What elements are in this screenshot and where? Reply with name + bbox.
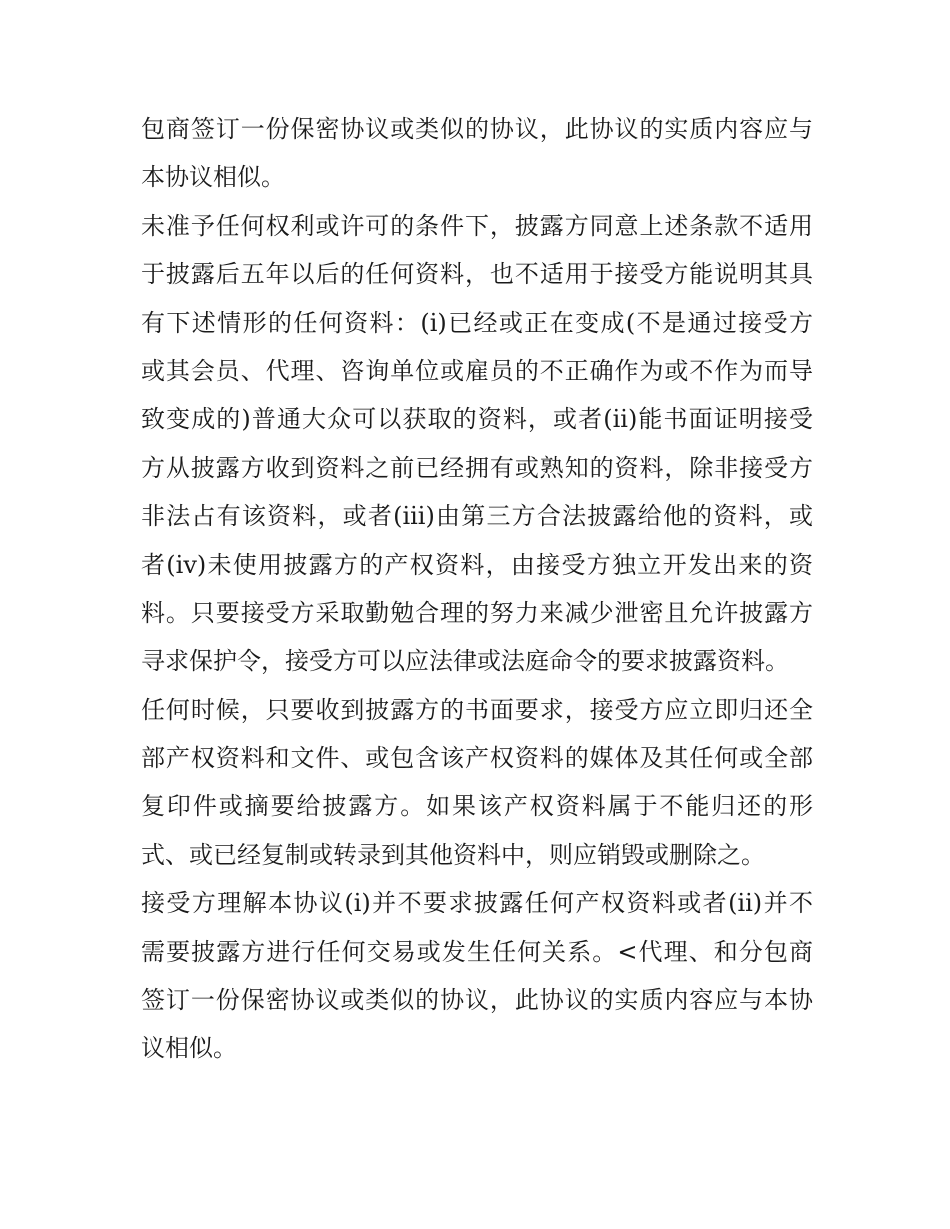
text-line: 议相似。 xyxy=(141,1034,237,1063)
text-line: 接受方理解本协议(i)并不要求披露任何产权资料或者(ii)并不 xyxy=(141,889,813,918)
text-line: 签订一份保密协议或类似的协议，此协议的实质内容应与本协 xyxy=(141,986,813,1015)
text-line: 或其会员、代理、咨询单位或雇员的不正确作为或不作为而导 xyxy=(141,356,813,385)
text-line: 复印件或摘要给披露方。如果该产权资料属于不能归还的形 xyxy=(141,792,813,821)
text-line: 料。只要接受方采取勤勉合理的努力来减少泄密且允许披露方 xyxy=(141,598,813,627)
text-line: 本协议相似。 xyxy=(141,163,285,192)
text-line: 于披露后五年以后的任何资料，也不适用于接受方能说明其具 xyxy=(141,260,813,289)
text-line: 寻求保护令，接受方可以应法律或法庭命令的要求披露资料。 xyxy=(141,647,789,676)
text-line: 未准予任何权利或许可的条件下，披露方同意上述条款不适用 xyxy=(141,211,813,240)
text-line: 包商签订一份保密协议或类似的协议，此协议的实质内容应与 xyxy=(141,115,813,143)
text-line: 方从披露方收到资料之前已经拥有或熟知的资料，除非接受方 xyxy=(141,453,813,482)
text-line: 需要披露方进行任何交易或发生任何关系。<代理、和分包商 xyxy=(141,937,813,966)
text-line: 致变成的)普通大众可以获取的资料，或者(ii)能书面证明接受 xyxy=(141,405,813,434)
text-line: 非法占有该资料，或者(iii)由第三方合法披露给他的资料，或 xyxy=(141,502,813,531)
text-line: 任何时候，只要收到披露方的书面要求，接受方应立即归还全 xyxy=(141,695,813,724)
text-line: 式、或已经复制或转录到其他资料中，则应销毁或删除之。 xyxy=(141,840,765,869)
text-line: 者(iv)未使用披露方的产权资料，由接受方独立开发出来的资 xyxy=(141,550,813,579)
text-line: 部产权资料和文件、或包含该产权资料的媒体及其任何或全部 xyxy=(141,744,813,773)
text-line: 有下述情形的任何资料：(i)已经或正在变成(不是通过接受方 xyxy=(141,308,813,337)
document-body xyxy=(141,105,813,1073)
